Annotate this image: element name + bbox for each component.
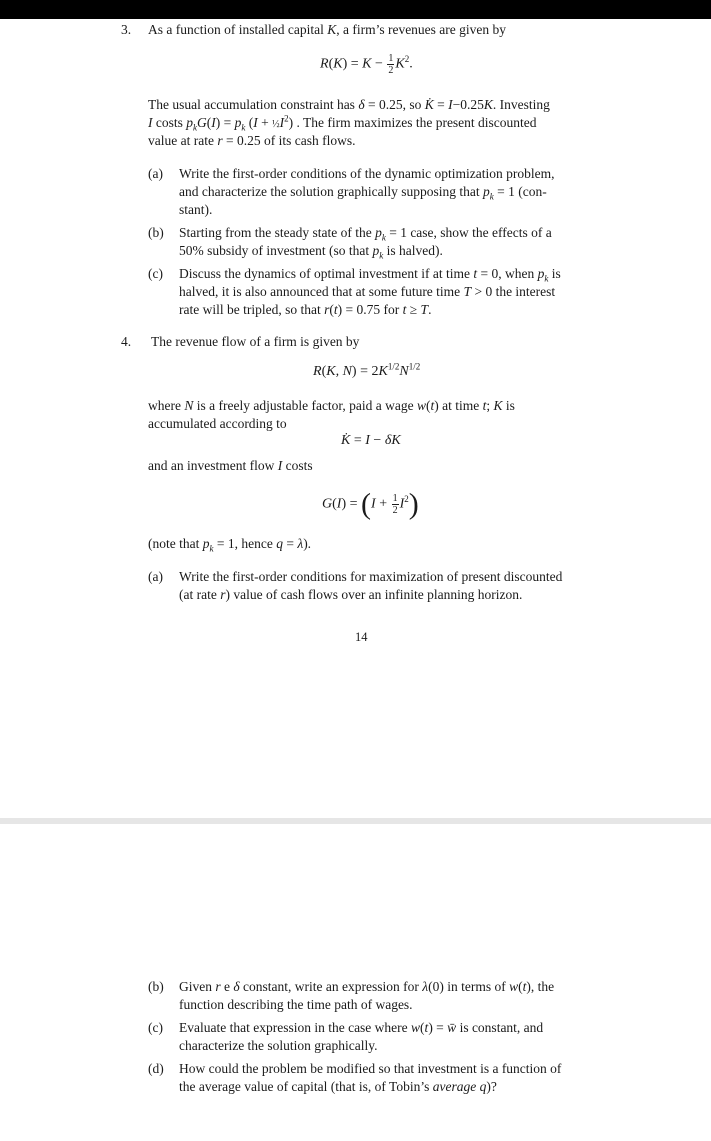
problem-4-para-line-2: accumulated according to <box>148 416 287 431</box>
problem-3-number: 3. <box>121 22 132 37</box>
problem-3c-line-2: halved, it is also announced that at some future time T > 0 the interest <box>179 284 556 299</box>
problem-4-note: (note that $p_k = 1$, hence q = λ). <box>148 536 312 554</box>
problem-3b-label: (b) <box>148 225 164 240</box>
problem-3-intro: As a function of installed capital K, a firm’s revenues are given by <box>148 22 507 37</box>
problem-3a-line-3: stant). <box>179 202 213 217</box>
problem-3a-label: (a) <box>148 166 163 181</box>
page-14 <box>0 19 711 818</box>
problem-4-number: 4. <box>121 334 132 349</box>
problem-3c-line-3: rate will be tripled, so that r(t) = 0.75 for t ≥ T. <box>179 302 432 317</box>
problem-4-intro: The revenue flow of a firm is given by <box>151 334 360 349</box>
problem-4d-line-1: How could the problem be modified so that investment is a function of <box>179 1061 562 1076</box>
problem-3b-line-2: 50% subsidy of investment (so that $p_k$ is halved). <box>179 243 443 261</box>
top-bar <box>0 0 711 19</box>
problem-4-accumulation-equation: K̇ = I − δK <box>341 433 401 448</box>
problem-4d-label: (d) <box>148 1061 164 1076</box>
problem-3c-label: (c) <box>148 266 163 281</box>
problem-4-para-line-1: where N is a freely adjustable factor, paid a wage w(t) at time t; K is <box>148 398 515 413</box>
page-15 <box>0 824 711 1141</box>
problem-3b-line-1: Starting from the steady state of the $p_k = 1$ case, show the effects of a <box>179 225 552 243</box>
problem-4c-label: (c) <box>148 1020 163 1035</box>
problem-3c-line-1: Discuss the dynamics of optimal investment if at time t = 0, when $p_k$ is <box>179 266 561 284</box>
problem-3a-line-1: Write the first-order conditions of the dynamic optimization problem, <box>179 166 555 181</box>
problem-3-para-line-2: I costs $p_kG(I) = p_k$ $(I + \frac{1}{2}I^2)$ . The firm maximizes the present discounted <box>148 113 537 133</box>
problem-4a-line-1: Write the first-order conditions for maximization of present discounted <box>179 569 563 584</box>
problem-4b-line-2: function describing the time path of wages. <box>179 997 413 1012</box>
problem-4d-line-2: the average value of capital (that is, of Tobin’s average q)? <box>179 1079 497 1094</box>
problem-4-cost-equation: G(I) = (I + $\frac{1}{2}$ $I^2$) <box>322 487 419 521</box>
problem-4a-line-2: (at rate r) value of cash flows over an infinite planning horizon. <box>179 587 523 602</box>
problem-4b-label: (b) <box>148 979 164 994</box>
problem-4b-line-1: Given r e δ constant, write an expression for λ(0) in terms of w(t), the <box>179 979 555 994</box>
problem-4-para-2: and an investment flow I costs <box>148 458 313 473</box>
page-number: 14 <box>355 630 368 644</box>
problem-3a-line-2: and characterize the solution graphically supposing that $p_k = 1$ (con- <box>179 184 547 202</box>
problem-3-para-line-1: The usual accumulation constraint has δ = 0.25, so K̇ = I−0.25K. Investing <box>148 97 550 112</box>
problem-4c-line-2: characterize the solution graphically. <box>179 1038 378 1053</box>
problem-4a-label: (a) <box>148 569 163 584</box>
problem-3-revenue-equation: R(K) = K − $\frac{1}{2}$ $K^2$. <box>320 53 413 76</box>
problem-4-revenue-equation: R(K, $N) = 2K^{1/2}N^{1/2}$ <box>313 361 421 379</box>
problem-4c-line-1: Evaluate that expression in the case where w(t) = w̄ is constant, and <box>179 1020 544 1035</box>
problem-3-para-line-3: value at rate r = 0.25 of its cash flows. <box>148 133 356 148</box>
